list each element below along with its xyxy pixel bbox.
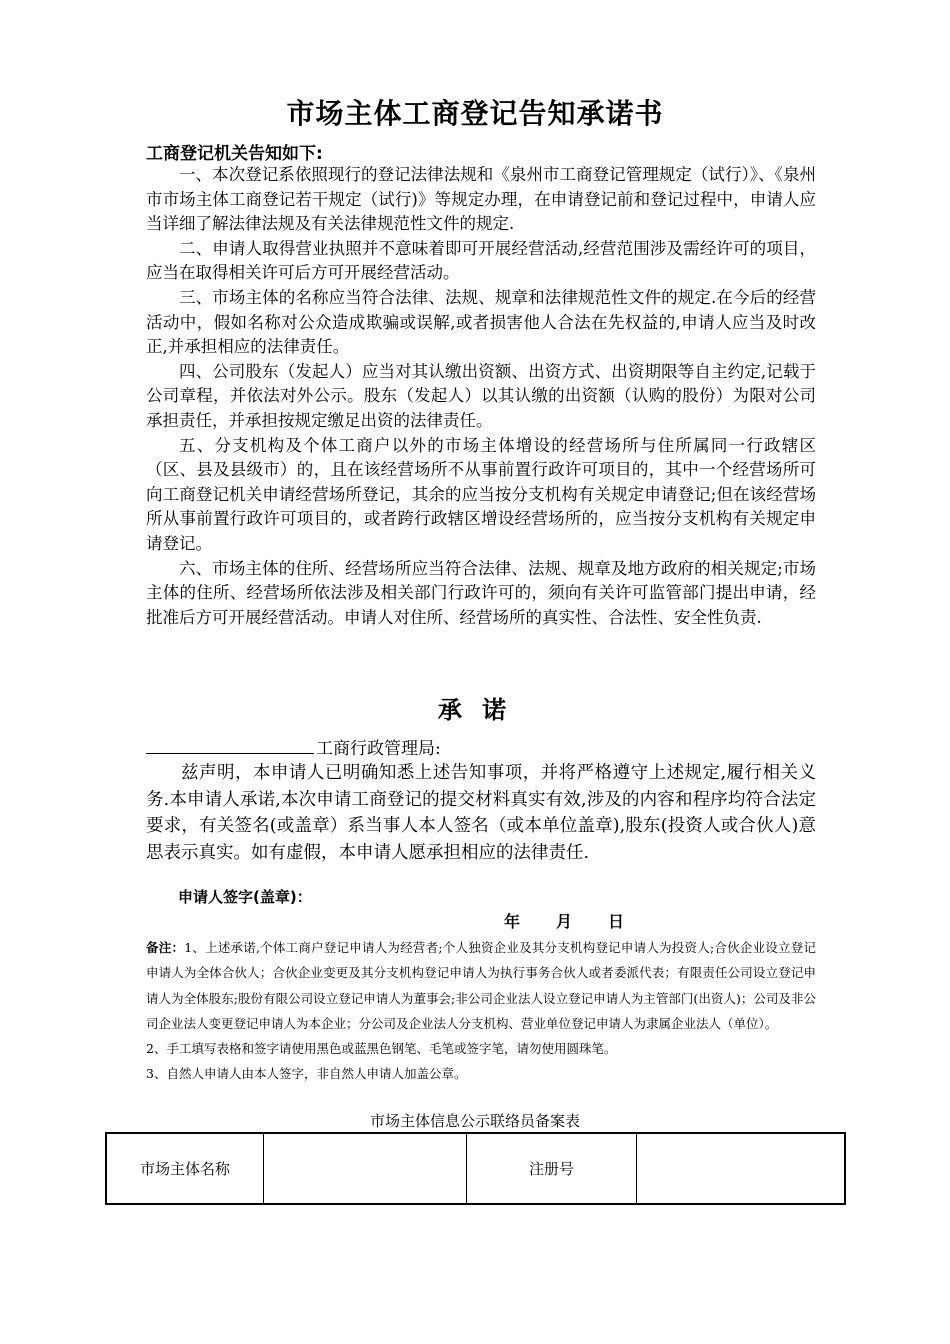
registration-number-label: 注册号 — [467, 1133, 637, 1204]
applicant-signature-label: 申请人签字(盖章)： — [178, 888, 312, 906]
bureau-line — [146, 736, 441, 761]
entity-name-label: 市场主体名称 — [106, 1133, 264, 1204]
notice-item-5: 五、分支机构及个体工商户以外的市场主体增设的经营场所与住所属同一行政辖区（区、县及县级市）的，且在该经营场所不从事前置行政许可项目的，其中一个经营场所可向工商登记机关申请经营场所登记，其余的应当按分支机构有关规定申请登记;但在该经营场所从事前置行政许可项目的，或者跨行政辖区增设经营场所的，应当按分支机构有关规定申请登记。 — [146, 435, 816, 553]
record-table-title: 市场主体信息公示联络员备案表 — [369, 1112, 580, 1130]
entity-name-field[interactable] — [264, 1133, 467, 1204]
bureau-name-blank[interactable] — [146, 736, 314, 754]
remark-item-3: 3、自然人申请人由本人签字，非自然人申请人加盖公章。 — [146, 1066, 467, 1082]
notice-heading: 工商登记机关告知如下: — [146, 144, 323, 164]
notice-item-2: 二、申请人取得营业执照并不意味着即可开展经营活动,经营范围涉及需经许可的项目，应当在取得相关许可后方可开展经营活动。 — [146, 238, 816, 283]
remarks-label: 备注： — [146, 940, 185, 955]
notice-item-1: 一、本次登记系依照现行的登记法律法规和《泉州市工商登记管理规定（试行）》、《泉州市市场主体工商登记若干规定（试行)》等规定办理，在申请登记前和登记过程中，申请人应当详细了解法律法规及有关法律规范性文件的规定. — [146, 165, 816, 234]
date-line — [504, 909, 660, 932]
remark-item-2: 2、手工填写表格和签字请使用黑色或蓝黑色钢笔、毛笔或签字笔，请勿使用圆珠笔。 — [146, 1041, 617, 1057]
record-table — [105, 1132, 846, 1205]
bureau-suffix: 工商行政管理局: — [316, 739, 441, 759]
pledge-body — [146, 760, 816, 866]
date-year-label: 年 — [504, 912, 521, 931]
date-day-label: 日 — [608, 912, 625, 931]
remarks-section — [146, 935, 816, 1087]
pledge-text: 兹声明，本申请人已明确知悉上述告知事项，并将严格遵守上述规定,履行相关义务.本申请人承诺,本次申请工商登记的提交材料真实有效,涉及的内容和程序均符合法定要求，有关签名(或盖章）系当事人本人签名（或本单位盖章),股东(投资人或合伙人)意思表示真实。如有虚假，本申请人愿承担相应的法律责任. — [146, 763, 816, 863]
notice-section — [146, 163, 816, 630]
notice-item-3: 三、市场主体的名称应当符合法律、法规、规章和法律规范性文件的规定.在今后的经营活动中，假如名称对公众造成欺骗或误解,或者损害他人合法在先权益的,申请人应当及时改正,并承担相应的法律责任。 — [146, 287, 816, 357]
date-month-label: 月 — [556, 912, 573, 931]
pledge-title: 承 诺 — [437, 696, 513, 724]
remark-item-1: 备注：1、上述承诺,个体工商户登记申请人为经营者;个人独资企业及其分支机构登记申请人为投资人;合伙企业设立登记申请人为全体合伙人；合伙企业变更及其分支机构登记申请人为执行事务合伙人或者委派代表；有限责任公司设立登记申请人为全体股东;股份有限公司设立登记申请人为董事会;非公司企业法人设立登记申请人为主管部门(出资人)；公司及非公司企业法人变更登记申请人为本企业；分公司及企业法人分支机构、营业单位登记申请人为隶属企业法人（单位）。 — [146, 940, 816, 1031]
table-row — [106, 1133, 845, 1204]
notice-item-4: 四、公司股东（发起人）应当对其认缴出资额、出资方式、出资期限等自主约定,记载于公司章程，并依法对外公示。股东（发起人）以其认缴的出资额（认购的股份）为限对公司承担责任，并承担按规定缴足出资的法律责任。 — [146, 361, 816, 430]
document-title: 市场主体工商登记告知承诺书 — [286, 97, 664, 130]
registration-number-field[interactable] — [637, 1133, 846, 1204]
notice-item-6: 六、市场主体的住所、经营场所应当符合法律、法规、规章及地方政府的相关规定;市场主体的住所、经营场所依法涉及相关部门行政许可的，须向有关许可监管部门提出申请，经批准后方可开展经营活动。申请人对住所、经营场所的真实性、合法性、安全性负责. — [146, 558, 816, 627]
